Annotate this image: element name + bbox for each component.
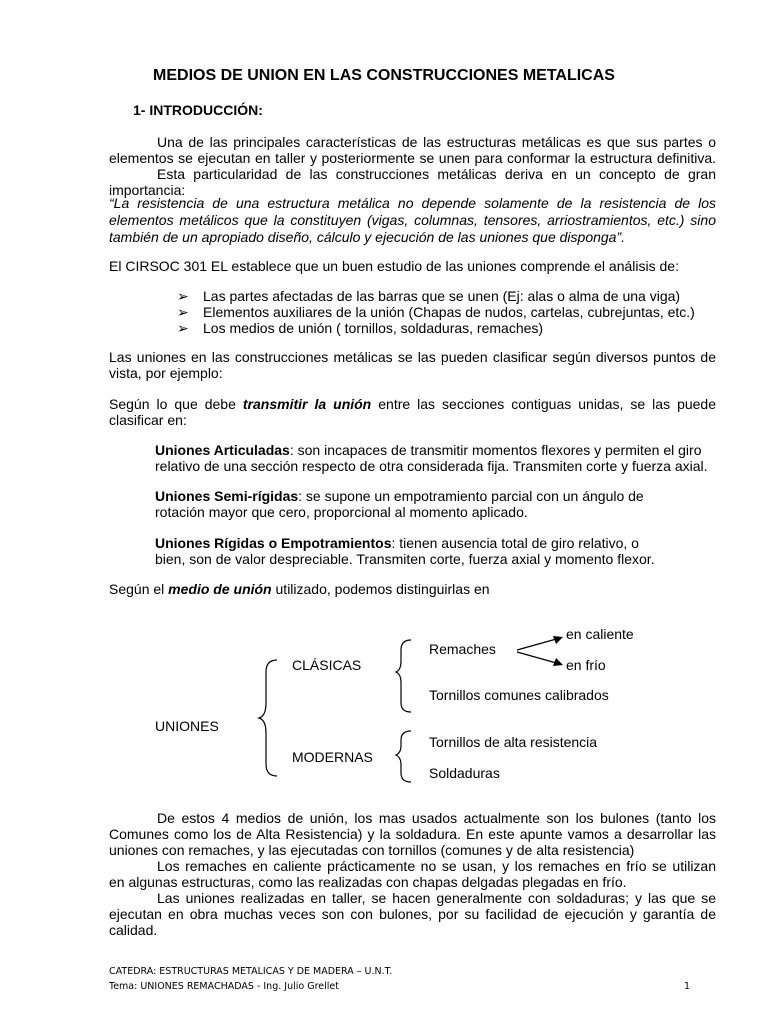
term: Uniones Rígidas o Empotramientos <box>155 535 392 551</box>
emphasis-text: medio de unión <box>168 581 272 597</box>
diagram-remaches-label: Remaches <box>429 641 496 657</box>
diagram-caliente-label: en caliente <box>566 626 634 642</box>
text-line: rotación mayor que cero, proporcional al momento aplicado. <box>155 504 528 520</box>
text-line: vista, por ejemplo: <box>109 365 223 381</box>
page-title: MEDIOS DE UNION EN LAS CONSTRUCCIONES METALICAS <box>153 67 615 84</box>
text-line: relativo de una sección respecto de otra considerada fija. Transmiten corte y fuerza axial. <box>155 458 708 474</box>
diagram-modernas-label: MODERNAS <box>292 749 373 765</box>
text-line: De estos 4 medios de unión, los mas usados actualmente son los bulones (tanto los <box>157 810 716 826</box>
text-line: Una de las principales características de las estructuras metálicas es que sus partes o <box>157 134 716 150</box>
arrow-caliente-line <box>517 638 560 650</box>
text-span: utilizado, podemos distinguirlas en <box>271 581 490 597</box>
clasicas-brace-icon <box>396 640 411 712</box>
definition-text: : tienen ausencia total de giro relativo, o <box>391 535 639 551</box>
text-span: Según el <box>109 581 169 597</box>
main-brace-icon <box>259 660 277 776</box>
page-number: 1 <box>684 981 691 992</box>
diagram-frio-label: en frío <box>566 657 606 673</box>
definition-text: : se supone un empotramiento parcial con un ángulo de <box>298 488 644 504</box>
text-span: Según lo que debe <box>109 396 243 412</box>
text-line: importancia: <box>109 182 186 198</box>
arrowhead-frio-icon <box>553 658 563 666</box>
text-line: uniones con remaches, y las ejecutadas con tornillos (comunes y de alta resistencia) <box>109 842 635 858</box>
diagram-root-label: UNIONES <box>155 718 219 734</box>
arrow-frio-line <box>517 652 560 664</box>
text-line: elementos metálicos que la constituyen (vigas, columnas, tensores, arriostramientos, etc.) sino <box>109 212 716 228</box>
diagram-clasicas-label: CLÁSICAS <box>292 657 362 673</box>
diagram-tornillos-alta-label: Tornillos de alta resistencia <box>429 734 598 750</box>
modernas-brace-icon <box>396 731 411 782</box>
arrow-bullet-icon: ➢ <box>177 304 189 320</box>
emphasis-text: transmitir la unión <box>242 396 372 412</box>
footer-tema: Tema: UNIONES REMACHADAS - Ing. Julio Grellet <box>109 981 339 992</box>
term: Uniones Semi-rígidas <box>155 488 299 504</box>
definition-text: : son incapaces de transmitir momentos flexores y permiten el giro <box>289 442 702 458</box>
text-line: Las uniones realizadas en taller, se hacen generalmente con soldaduras; y las que se <box>157 890 716 906</box>
arrow-bullet-icon: ➢ <box>177 288 189 304</box>
text-line: Comunes como los de Alta Resistencia) y la soldadura. En este apunte vamos a desarrollar las <box>109 826 716 842</box>
text-line: bien, son de valor despreciable. Transmiten corte, fuerza axial y momento flexor. <box>155 551 655 567</box>
section-heading: 1- INTRODUCCIÓN: <box>133 102 263 118</box>
text-line: elementos se ejecutan en taller y posteriormente se unen para conformar la estructura definitiva. <box>109 150 716 166</box>
text-line: Las uniones en las construcciones metálicas se las pueden clasificar según diversos puntos de <box>109 349 716 365</box>
bullet-text: Los medios de unión ( tornillos, soldaduras, remaches) <box>203 320 544 336</box>
bullet-text: Las partes afectadas de las barras que se unen (Ej: alas o alma de una viga) <box>203 288 681 304</box>
text-line: ejecutan en obra muchas veces son con bulones, por su facilidad de ejecución y garantía de <box>109 906 716 922</box>
text-line: clasificar en: <box>109 412 187 428</box>
text-line: calidad. <box>109 922 158 938</box>
cirsoc-statement: El CIRSOC 301 EL establece que un buen estudio de las uniones comprende el análisis de: <box>109 258 679 274</box>
diagram-soldaduras-label: Soldaduras <box>429 765 500 781</box>
term: Uniones Articuladas <box>155 442 290 458</box>
text-line: también de un apropiado diseño, cálculo y ejecución de las uniones que disponga”. <box>109 229 626 245</box>
arrow-bullet-icon: ➢ <box>177 320 189 336</box>
arrowhead-caliente-icon <box>553 636 563 644</box>
diagram-tornillos-comunes-label: Tornillos comunes calibrados <box>429 687 609 703</box>
bullet-text: Elementos auxiliares de la unión (Chapas de nudos, cartelas, cubrejuntas, etc.) <box>203 304 695 320</box>
text-line: “La resistencia de una estructura metálica no depende solamente de la resistencia de los <box>109 195 716 211</box>
footer-catedra: CATEDRA: ESTRUCTURAS METALICAS Y DE MADERA – U.N.T. <box>109 966 393 977</box>
text-line: Los remaches en caliente prácticamente no se usan, y los remaches en frío se utilizan <box>157 858 716 874</box>
text-line: Esta particularidad de las construcciones metálicas deriva en un concepto de gran <box>157 166 716 182</box>
text-span: entre las secciones contiguas unidas, se las puede <box>371 396 717 412</box>
closing-paragraph <box>109 810 716 938</box>
text-line: en algunas estructuras, como las realizadas con chapas delgadas plegadas en frío. <box>109 874 627 890</box>
